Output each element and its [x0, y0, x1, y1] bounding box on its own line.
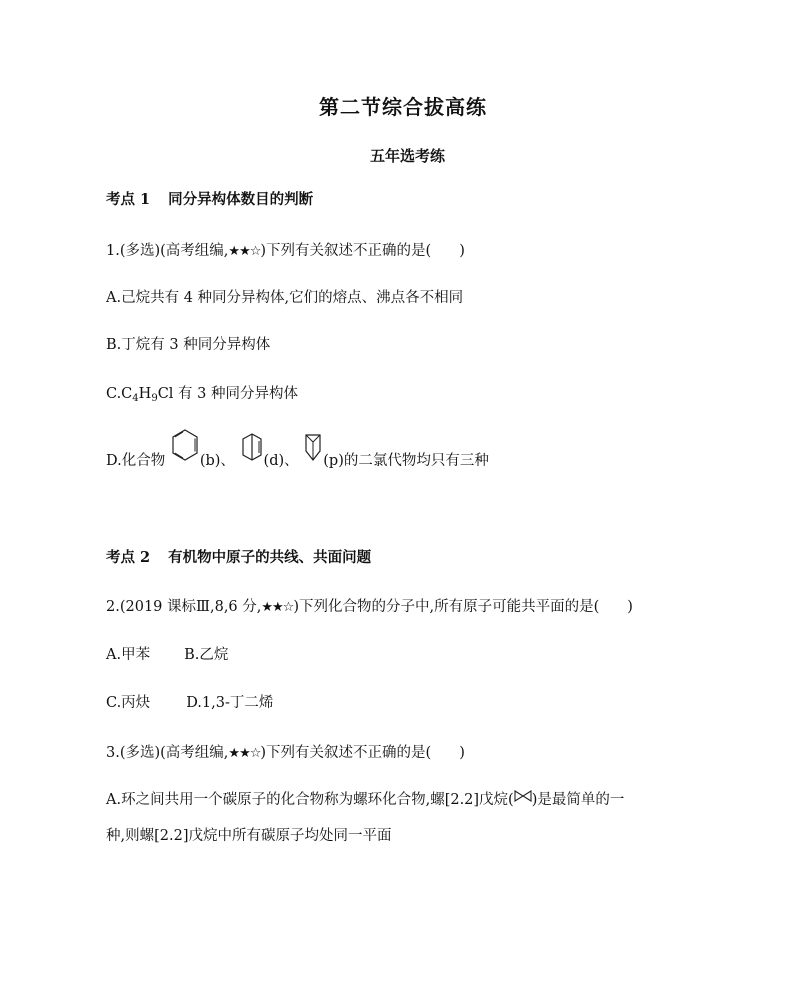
section-heading-1	[106, 190, 313, 210]
question-3-option-a-line-2: 种,则螺[2.2]戊烷中所有碳原子均处同一平面	[106, 828, 392, 844]
page-subtitle: 五年选考练	[370, 147, 446, 165]
question-prefix: 3.(多选)(高考组编,	[106, 745, 229, 761]
page-title: 第二节综合拔高练	[319, 95, 487, 119]
formula-part: H	[138, 386, 152, 402]
question-suffix: )下列有关叙述不正确的是(	[260, 745, 432, 761]
section-heading-2	[106, 548, 371, 568]
question-1-stem	[106, 241, 465, 262]
answer-blank-close: )	[459, 243, 465, 259]
answer-blank-close: )	[627, 599, 633, 615]
prismane-p-structure-icon	[303, 431, 323, 469]
question-2-options-row-2	[106, 693, 273, 713]
spiropentane-structure-icon	[514, 789, 532, 809]
formula-subscript: 4	[132, 393, 139, 404]
difficulty-stars-icon: ★★☆	[228, 244, 261, 259]
question-2-option-a: A.甲苯	[106, 647, 151, 663]
formula-part: Cl 有 3 种同分异构体	[157, 386, 298, 402]
dewar-benzene-d-structure-icon	[240, 431, 264, 469]
option-a-text: )是最简单的一	[531, 792, 625, 808]
option-d-prefix: D.化合物	[106, 453, 166, 469]
option-d-suffix: (p)的二氯代物均只有三种	[323, 453, 489, 469]
section-text: 有机物中原子的共线、共面问题	[168, 549, 372, 566]
benzene-b-structure-icon	[170, 427, 200, 471]
question-1-option-c	[106, 384, 298, 409]
question-1-option-d	[106, 451, 489, 471]
question-3-option-a-line-1	[106, 790, 624, 810]
formula-subscript: 9	[151, 393, 158, 404]
question-suffix: )下列有关叙述不正确的是(	[260, 243, 432, 259]
option-d-d: (d)、	[263, 453, 299, 469]
option-a-text: A.环之间共用一个碳原子的化合物称为螺环化合物,螺[2.2]戊烷(	[106, 792, 514, 808]
answer-blank-close: )	[459, 745, 465, 761]
question-suffix: )下列化合物的分子中,所有原子可能共平面的是(	[293, 599, 600, 615]
question-2-options-row-1	[106, 645, 228, 665]
difficulty-stars-icon: ★★☆	[261, 600, 294, 615]
question-1-option-b: B.丁烷有 3 种同分异构体	[106, 337, 271, 353]
question-2-stem	[106, 597, 633, 618]
section-label: 考点 2	[106, 549, 151, 566]
question-prefix: 2.(2019 课标Ⅲ,8,6 分,	[106, 599, 262, 615]
question-3-stem	[106, 743, 465, 764]
section-text: 同分异构体数目的判断	[168, 191, 314, 208]
difficulty-stars-icon: ★★☆	[228, 746, 261, 761]
formula-part: C.C	[106, 386, 133, 402]
question-1-option-a: A.己烷共有 4 种同分异构体,它们的熔点、沸点各不相同	[106, 290, 464, 306]
section-label: 考点 1	[106, 191, 151, 208]
question-2-option-d: D.1,3-丁二烯	[186, 695, 274, 711]
option-d-b: (b)、	[199, 453, 235, 469]
question-2-option-b: B.乙烷	[184, 647, 229, 663]
question-2-option-c: C.丙炔	[106, 695, 151, 711]
question-prefix: 1.(多选)(高考组编,	[106, 243, 229, 259]
